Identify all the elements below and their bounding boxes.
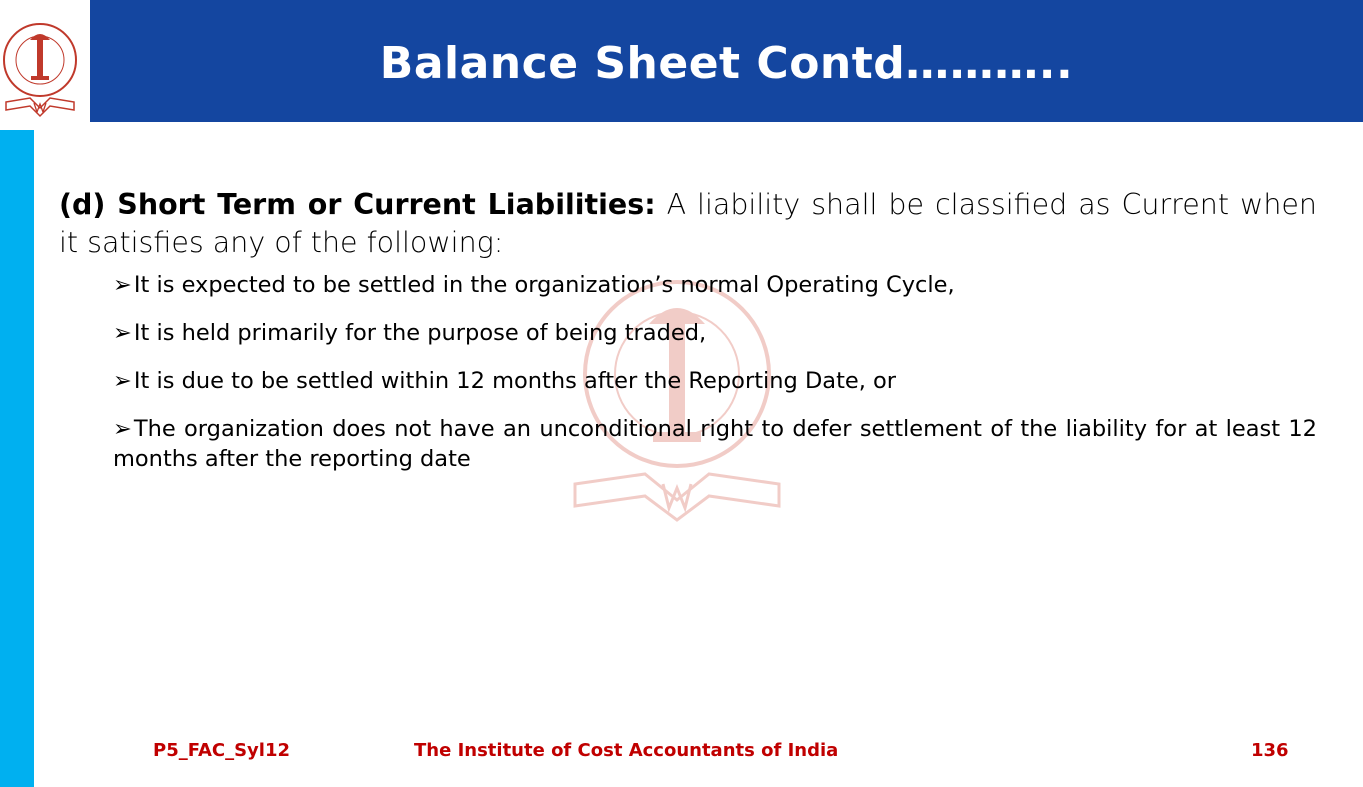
list-item: ➢It is due to be settled within 12 months after the Reporting Date, or xyxy=(113,368,897,394)
criteria-list xyxy=(59,270,1317,474)
list-item: ➢It is held primarily for the purpose of being traded, xyxy=(113,320,707,346)
footer-institute-name: The Institute of Cost Accountants of India xyxy=(414,740,839,761)
icai-emblem-icon xyxy=(0,0,90,122)
arrow-bullet-icon: ➢ xyxy=(113,320,132,346)
intro-text: A liability shall be classified as Current when it satisfies any of the following: xyxy=(59,188,1317,259)
slide-title: Balance Sheet Contd……….. xyxy=(379,38,1074,89)
arrow-bullet-icon: ➢ xyxy=(113,272,132,298)
section-heading: (d) Short Term or Current Liabilities: xyxy=(59,188,656,221)
footer-page-number: 136 xyxy=(1251,740,1289,761)
slide-content xyxy=(59,186,1317,492)
side-accent-bar xyxy=(0,130,34,787)
list-item: ➢It is expected to be settled in the organization’s normal Operating Cycle, xyxy=(113,272,955,298)
intro-paragraph xyxy=(59,186,1317,262)
title-banner xyxy=(90,0,1363,122)
list-item: ➢The organization does not have an unconditional right to defer settlement of the liability for at least 12 months after the reporting date xyxy=(113,416,1317,472)
institute-logo xyxy=(0,0,90,122)
arrow-bullet-icon: ➢ xyxy=(113,368,132,394)
arrow-bullet-icon: ➢ xyxy=(113,416,132,442)
footer-course-code: P5_FAC_Syl12 xyxy=(153,740,291,761)
